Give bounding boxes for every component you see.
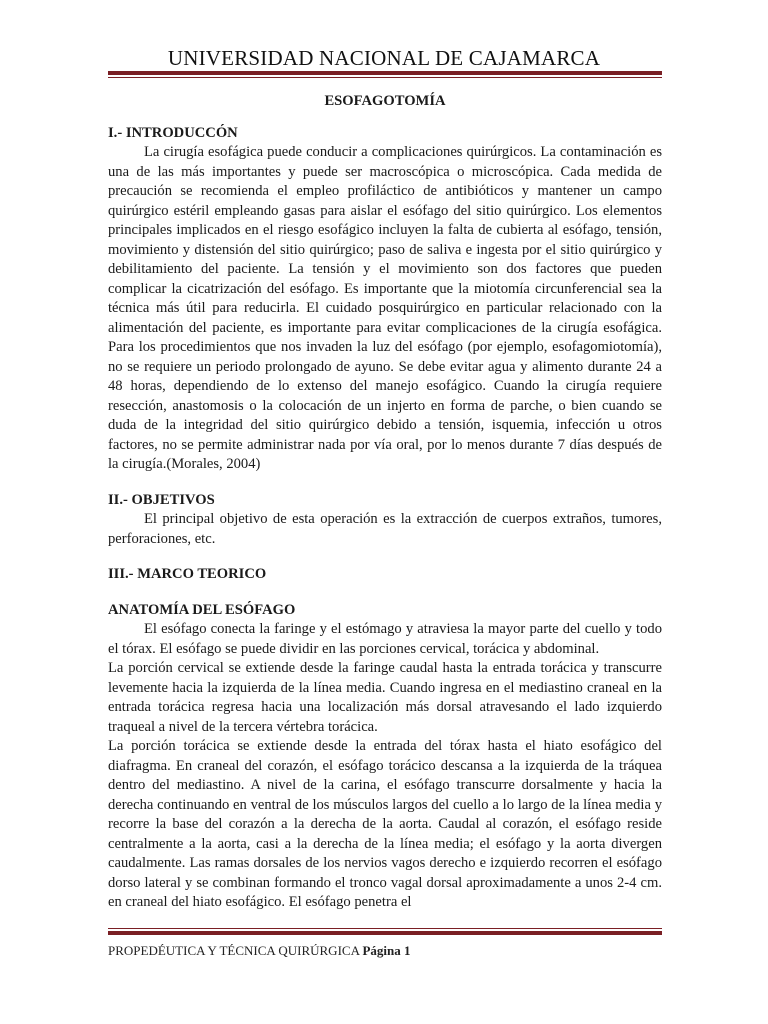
anatomy-paragraph-2: La porción cervical se extiende desde la faringe caudal hasta la entrada torácica y transcurre levemente hacia la izquierda de la línea media. Cuando ingresa en el mediastino craneal en la entrada torácica regresa hacia una localización más dorsal atravesando el lado izquierdo traqueal a nivel de la tercera vértebra torácica. bbox=[108, 660, 662, 735]
footer-rule-thick bbox=[108, 931, 662, 935]
header-title: UNIVERSIDAD NACIONAL DE CAJAMARCA bbox=[167, 46, 601, 70]
header-rule-thin bbox=[108, 77, 662, 78]
anatomy-paragraph-1: El esófago conecta la faringe y el estómago y atraviesa la mayor parte del cuello y todo el tórax. El esófago se puede dividir en las porciones cervical, torácica y abdominal. bbox=[108, 621, 662, 657]
section-heading-intro: I.- INTRODUCCÓN bbox=[108, 124, 238, 141]
objectives-paragraph: El principal objetivo de esta operación es la extracción de cuerpos extraños, tumores, perforaciones, etc. bbox=[108, 511, 662, 547]
footer-rule-thin bbox=[108, 928, 662, 929]
intro-paragraph: La cirugía esofágica puede conducir a complicaciones quirúrgicos. La contaminación es una de las más importantes y puede ser macroscópica o microscópica. Cada medida de precaución se recomienda el empleo profiláctico de antibióticos y mantener un campo quirúrgico estéril empleando gasas para aislar el esófago del sitio quirúrgico. Los elementos principales implicados en el riesgo esofágico incluyen la falta de cubierta al esófago, tensión, movimiento y distensión del sitio quirúrgico; paso de saliva e ingesta por el sitio quirúrgico y debilitamiento del paciente. La tensión y el movimiento son dos factores que pueden complicar la cicatrización del esófago. Es importante que la miotomía circunferencial sea la técnica más útil para reducirla. El cuidado posquirúrgico en particular relacionado con la alimentación del paciente, es importante para evitar complicaciones de la cirugía esofágica. Para los procedimientos que nos invaden la luz del esófago (por ejemplo, esofagomiotomía), no se requiere un periodo prolongado de ayuno. Se debe evitar agua y alimento durante 24 a 48 horas, dependiendo de lo extenso del manejo esofágico. Cuando la cirugía requiere resección, anastomosis o la colocación de un injerto en forma de parche, o bien cuando se duda de la integridad del sitio quirúrgico debido a tensión, isquemia, infección u otros factores, no se permite administrar nada por vía oral, por lo menos durante 7 días después de la cirugía.(Morales, 2004) bbox=[108, 144, 662, 472]
section-heading-objectives: II.- OBJETIVOS bbox=[108, 491, 215, 508]
anatomy-paragraph-3: La porción torácica se extiende desde la entrada del tórax hasta el hiato esofágico del diafragma. En craneal del corazón, el esófago torácico descansa a la izquierda de la tráquea dentro del mediastino. A nivel de la carina, el esófago transcurre dorsalmente y hacia la derecha continuando en ventral de los músculos largos del cuello a lo largo de la línea media y recorre la base del corazón a la derecha de la aorta. Caudal al corazón, el esófago reside centralmente a la aorta, casi a la derecha de la línea media; el esófago y la aorta divergen caudalmente. Las ramas dorsales de los nervios vagos derecho e izquierdo recorren el esófago dorso lateral y se combinan formando el tronco vagal dorsal aproximadamente a unos 2-4 cm. en craneal del hiato esofágico. El esófago penetra el bbox=[108, 738, 662, 910]
footer-page-number: Página 1 bbox=[362, 943, 411, 958]
document-title: ESOFAGOTOMÍA bbox=[324, 93, 446, 109]
document-body bbox=[108, 92, 662, 913]
section-heading-anatomy: ANATOMÍA DEL ESÓFAGO bbox=[108, 601, 296, 618]
header-rule-thick bbox=[108, 71, 662, 75]
page-footer bbox=[108, 943, 411, 959]
section-heading-framework: III.- MARCO TEORICO bbox=[108, 566, 267, 582]
footer-course: PROPEDÉUTICA Y TÉCNICA QUIRÚRGICA bbox=[108, 943, 360, 958]
